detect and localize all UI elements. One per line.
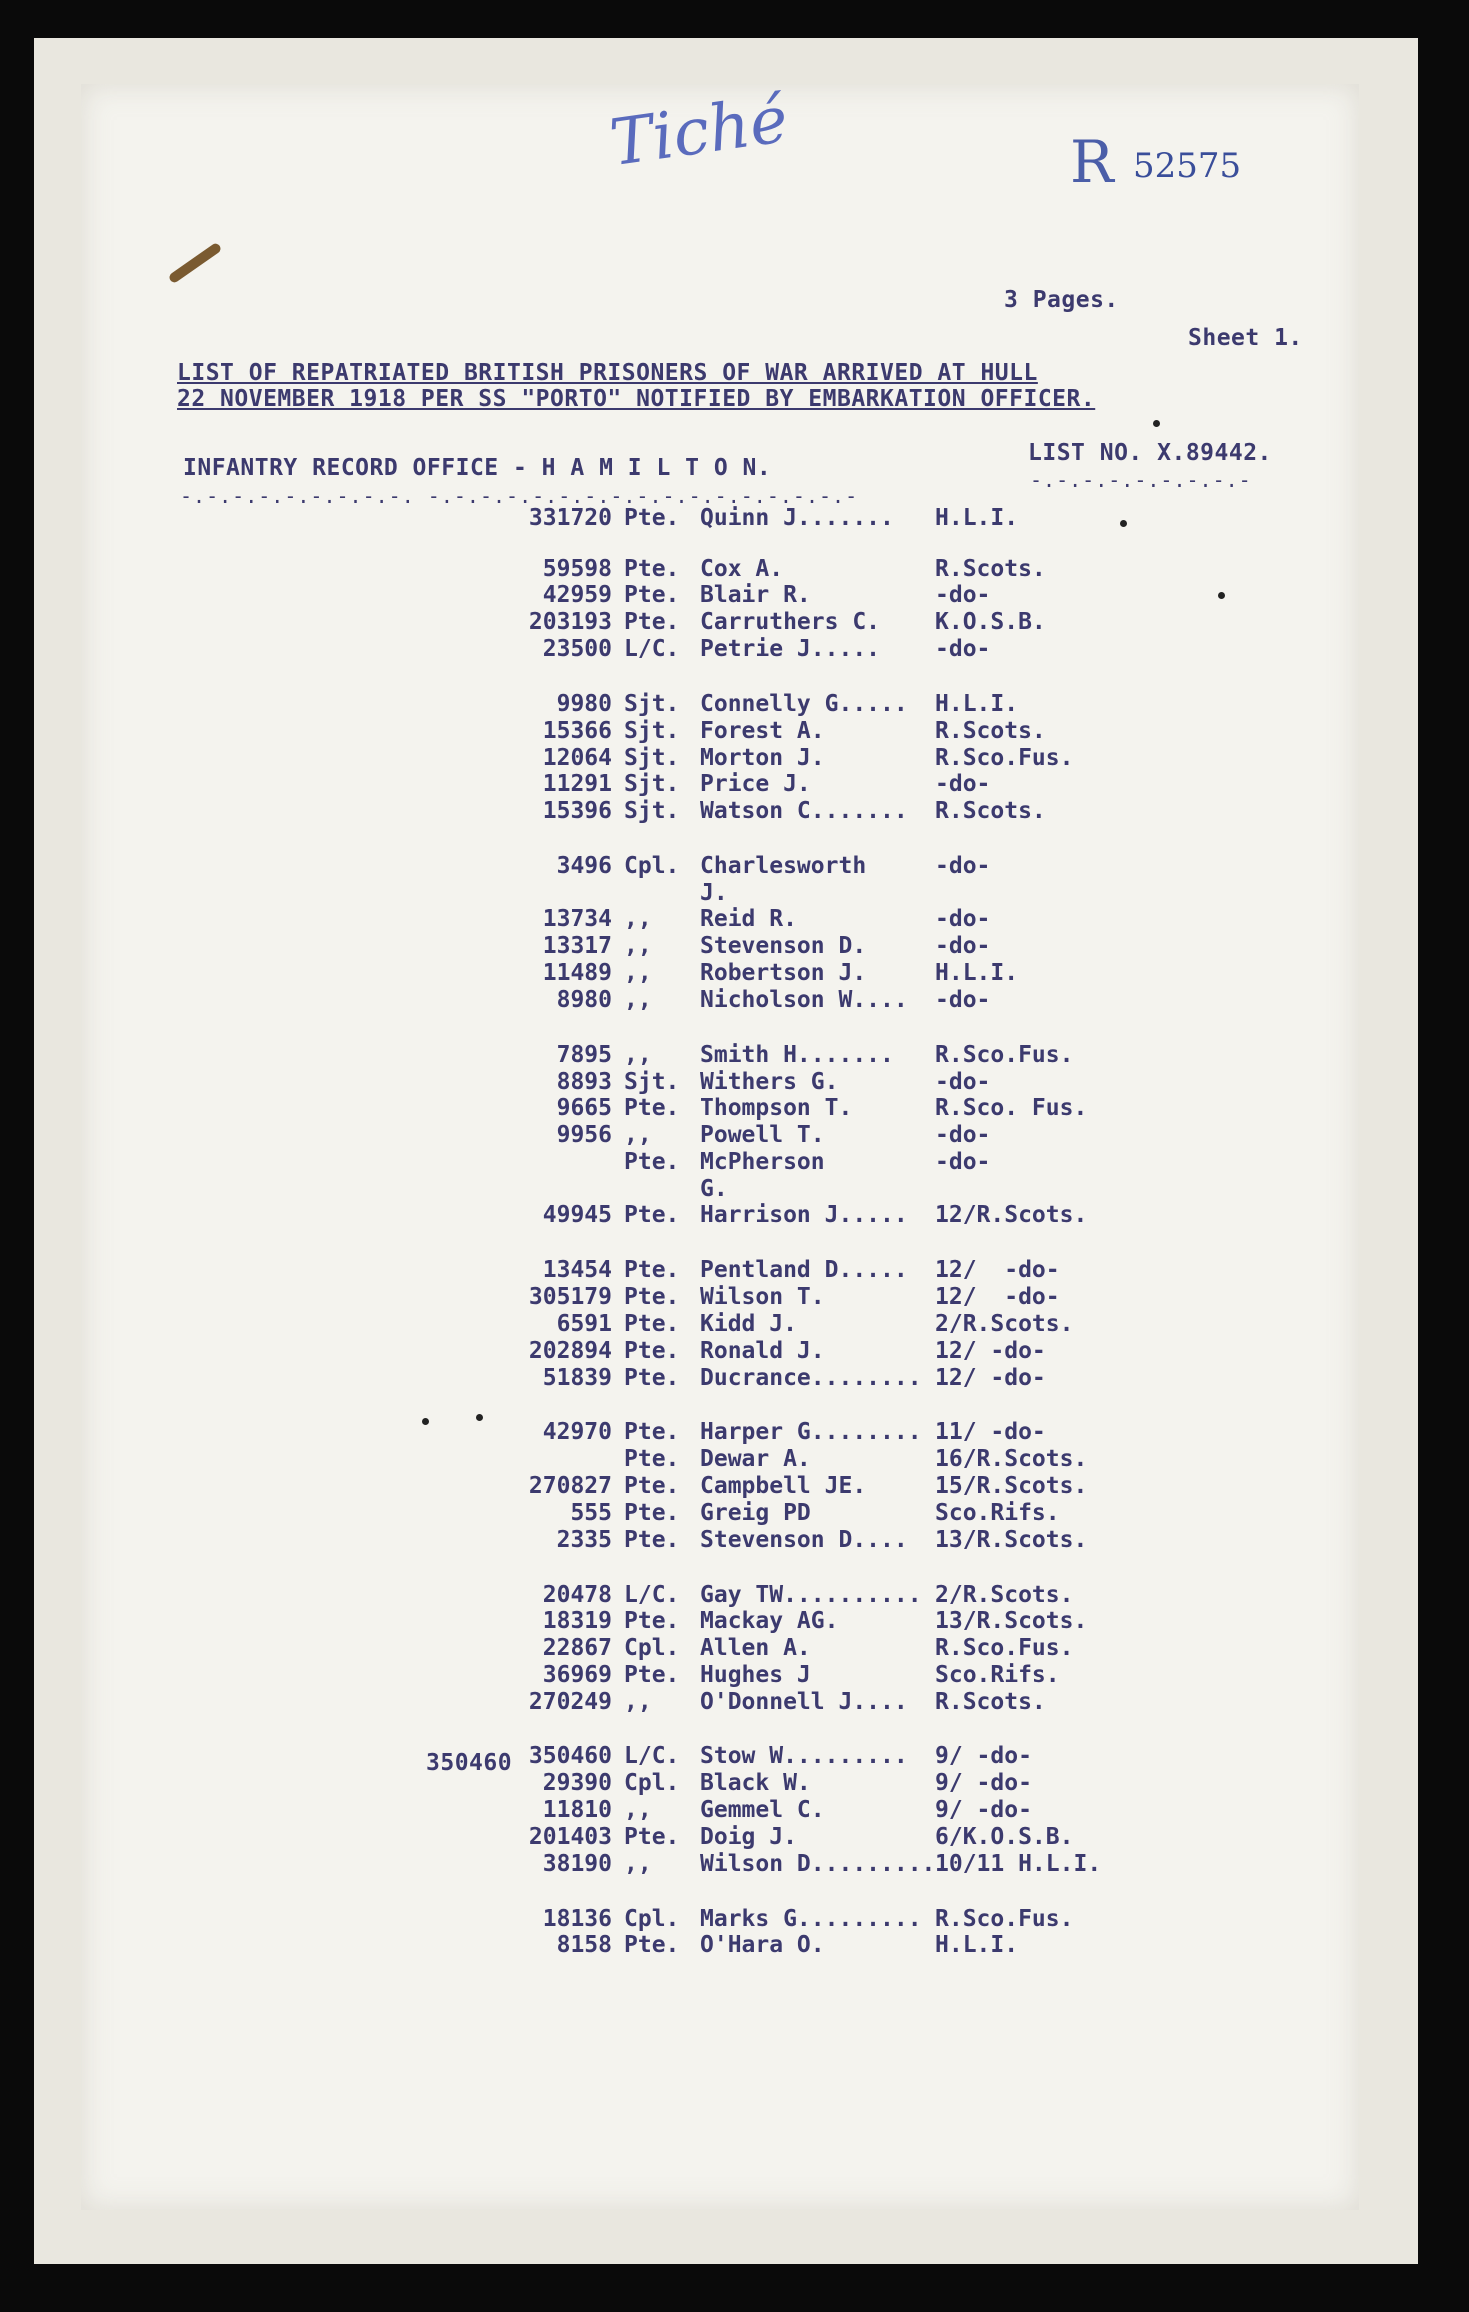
unit: K.O.S.B. bbox=[935, 609, 1046, 635]
record-office: INFANTRY RECORD OFFICE - H A M I L T O N. bbox=[183, 455, 772, 481]
unit: 6/K.O.S.B. bbox=[935, 1824, 1074, 1850]
soldier-name: Harper G........ bbox=[700, 1419, 922, 1445]
service-number: 9665 bbox=[556, 1095, 612, 1121]
soldier-name: Marks G......... bbox=[700, 1906, 922, 1932]
service-number: 11291 bbox=[542, 771, 612, 797]
list-item bbox=[0, 1338, 1278, 1366]
list-item bbox=[0, 1770, 1278, 1798]
rank: Pte. bbox=[624, 1419, 680, 1445]
service-number: 23500 bbox=[542, 636, 612, 662]
soldier-name: Price J. bbox=[700, 771, 811, 797]
list-item bbox=[0, 1824, 1278, 1852]
soldier-name: Harrison J..... bbox=[700, 1202, 908, 1228]
unit: Sco.Rifs. bbox=[935, 1662, 1060, 1688]
list-item bbox=[0, 1365, 1278, 1393]
service-number: 12064 bbox=[542, 745, 612, 771]
unit: 9/ -do- bbox=[935, 1770, 1032, 1796]
rank: ,, bbox=[624, 987, 652, 1013]
handwritten-note: Tiché bbox=[605, 82, 793, 182]
soldier-name: Carruthers C. bbox=[700, 609, 881, 635]
soldier-name: Powell T. bbox=[700, 1122, 825, 1148]
soldier-name: Hughes J bbox=[700, 1662, 811, 1688]
rank: Pte. bbox=[624, 1500, 680, 1526]
unit: 11/ -do- bbox=[935, 1419, 1046, 1445]
service-number: 42959 bbox=[542, 582, 612, 608]
service-number: 305179 bbox=[528, 1284, 612, 1310]
soldier-name: Gay TW.......... bbox=[700, 1582, 922, 1608]
unit: 12/ -do- bbox=[935, 1365, 1046, 1391]
soldier-name: G. bbox=[700, 1176, 728, 1202]
list-item bbox=[0, 718, 1278, 746]
service-number: 7895 bbox=[556, 1042, 612, 1068]
rank: ,, bbox=[624, 960, 652, 986]
soldier-name: Greig PD bbox=[700, 1500, 811, 1526]
rank: L/C. bbox=[624, 1743, 680, 1769]
rank: Sjt. bbox=[624, 798, 680, 824]
soldier-name: Kidd J. bbox=[700, 1311, 797, 1337]
service-number: 18136 bbox=[542, 1906, 612, 1932]
unit: -do- bbox=[935, 853, 991, 879]
unit: H.L.I. bbox=[935, 960, 1019, 986]
list-item bbox=[0, 1311, 1278, 1339]
unit: 13/R.Scots. bbox=[935, 1608, 1088, 1634]
service-number: 59598 bbox=[542, 556, 612, 582]
soldier-name: O'Donnell J.... bbox=[700, 1689, 908, 1715]
list-item bbox=[0, 1743, 1278, 1771]
list-item bbox=[0, 1042, 1278, 1070]
margin-note-number: 350460 bbox=[426, 1750, 513, 1776]
soldier-name: Quinn J....... bbox=[700, 505, 894, 531]
list-item bbox=[0, 1932, 1278, 1960]
service-number: 13454 bbox=[542, 1257, 612, 1283]
rank: Pte. bbox=[624, 1932, 680, 1958]
soldier-name: Thompson T. bbox=[700, 1095, 853, 1121]
list-item bbox=[0, 1582, 1278, 1610]
soldier-name: Reid R. bbox=[700, 906, 797, 932]
unit: R.Sco. Fus. bbox=[935, 1095, 1088, 1121]
service-number: 22867 bbox=[542, 1635, 612, 1661]
unit: Sco.Rifs. bbox=[935, 1500, 1060, 1526]
unit: R.Scots. bbox=[935, 556, 1046, 582]
rank: Pte. bbox=[624, 1095, 680, 1121]
rank: Pte. bbox=[624, 1662, 680, 1688]
service-number: 203193 bbox=[528, 609, 612, 635]
list-item bbox=[0, 505, 1278, 533]
list-item bbox=[0, 1527, 1278, 1555]
service-number: 18319 bbox=[542, 1608, 612, 1634]
rank: Pte. bbox=[624, 1446, 680, 1472]
unit: 12/ -do- bbox=[935, 1284, 1060, 1310]
rank: Sjt. bbox=[624, 745, 680, 771]
unit: -do- bbox=[935, 582, 991, 608]
service-number: 9956 bbox=[556, 1122, 612, 1148]
soldier-name: Ducrance........ bbox=[700, 1365, 922, 1391]
list-title-line1: LIST OF REPATRIATED BRITISH PRISONERS OF WAR ARRIVED AT HULL bbox=[177, 360, 1038, 386]
unit: 13/R.Scots. bbox=[935, 1527, 1088, 1553]
unit: -do- bbox=[935, 771, 991, 797]
soldier-name: Mackay AG. bbox=[700, 1608, 839, 1634]
service-number: 350460 bbox=[528, 1743, 612, 1769]
rank: Pte. bbox=[624, 1608, 680, 1634]
rank: Pte. bbox=[624, 556, 680, 582]
service-number: 11489 bbox=[542, 960, 612, 986]
list-item bbox=[0, 1202, 1278, 1230]
list-item bbox=[0, 1906, 1278, 1934]
rank: Cpl. bbox=[624, 1770, 680, 1796]
rank: ,, bbox=[624, 933, 652, 959]
rank: Sjt. bbox=[624, 718, 680, 744]
list-item bbox=[0, 798, 1278, 826]
list-item bbox=[0, 1689, 1278, 1717]
list-item bbox=[0, 609, 1278, 637]
rank: Pte. bbox=[624, 582, 680, 608]
rank: ,, bbox=[624, 1122, 652, 1148]
unit: R.Sco.Fus. bbox=[935, 745, 1074, 771]
soldier-name: O'Hara O. bbox=[700, 1932, 825, 1958]
service-number: 8158 bbox=[556, 1932, 612, 1958]
list-item bbox=[0, 1500, 1278, 1528]
unit: -do- bbox=[935, 1149, 991, 1175]
list-number: LIST NO. X.89442. bbox=[1028, 440, 1272, 466]
soldier-name: Pentland D..... bbox=[700, 1257, 908, 1283]
soldier-name: Morton J. bbox=[700, 745, 825, 771]
soldier-name: Gemmel C. bbox=[700, 1797, 825, 1823]
service-number: 201403 bbox=[528, 1824, 612, 1850]
service-number: 8893 bbox=[556, 1069, 612, 1095]
soldier-name: Cox A. bbox=[700, 556, 784, 582]
rank: ,, bbox=[624, 906, 652, 932]
service-number: 8980 bbox=[556, 987, 612, 1013]
soldier-name: Blair R. bbox=[700, 582, 811, 608]
list-item bbox=[0, 880, 1278, 908]
rank: ,, bbox=[624, 1042, 652, 1068]
list-item bbox=[0, 636, 1278, 664]
soldier-name: Stevenson D. bbox=[700, 933, 867, 959]
rank: L/C. bbox=[624, 1582, 680, 1608]
rank: Pte. bbox=[624, 1473, 680, 1499]
unit: R.Scots. bbox=[935, 718, 1046, 744]
list-title-line2: 22 NOVEMBER 1918 PER SS "PORTO" NOTIFIED BY EMBARKATION OFFICER. bbox=[177, 386, 1096, 412]
unit: -do- bbox=[935, 906, 991, 932]
rank: Pte. bbox=[624, 1149, 680, 1175]
soldier-name: Connelly G..... bbox=[700, 691, 908, 717]
rank: Pte. bbox=[624, 1202, 680, 1228]
rank: Pte. bbox=[624, 1284, 680, 1310]
unit: R.Scots. bbox=[935, 1689, 1046, 1715]
rank: ,, bbox=[624, 1797, 652, 1823]
list-item bbox=[0, 853, 1278, 881]
unit: -do- bbox=[935, 933, 991, 959]
list-item bbox=[0, 1122, 1278, 1150]
soldier-name: Allen A. bbox=[700, 1635, 811, 1661]
unit: 9/ -do- bbox=[935, 1743, 1032, 1769]
service-number: 15396 bbox=[542, 798, 612, 824]
dash-divider-left: -.-.-.-.-.-.-.-.-. -.-.-.-.-.-.-.-.-.-.-.-.-.-.-.-.- bbox=[180, 484, 859, 508]
soldier-name: J. bbox=[700, 880, 728, 906]
soldier-name: Wilson T. bbox=[700, 1284, 825, 1310]
service-number: 270827 bbox=[528, 1473, 612, 1499]
unit: R.Sco.Fus. bbox=[935, 1906, 1074, 1932]
rank: L/C. bbox=[624, 636, 680, 662]
soldier-name: Campbell JE. bbox=[700, 1473, 867, 1499]
unit: R.Scots. bbox=[935, 798, 1046, 824]
rank: Cpl. bbox=[624, 1906, 680, 1932]
unit: 10/11 H.L.I. bbox=[935, 1851, 1102, 1877]
list-item bbox=[0, 582, 1278, 610]
unit: H.L.I. bbox=[935, 691, 1019, 717]
unit: R.Sco.Fus. bbox=[935, 1042, 1074, 1068]
list-item bbox=[0, 771, 1278, 799]
soldier-name: Withers G. bbox=[700, 1069, 839, 1095]
list-item bbox=[0, 1473, 1278, 1501]
service-number: 51839 bbox=[542, 1365, 612, 1391]
list-item bbox=[0, 1419, 1278, 1447]
service-number: 36969 bbox=[542, 1662, 612, 1688]
sheet-number: Sheet 1. bbox=[1188, 325, 1303, 351]
rank: Sjt. bbox=[624, 691, 680, 717]
list-item bbox=[0, 1608, 1278, 1636]
rank: Pte. bbox=[624, 1365, 680, 1391]
soldier-name: Stow W......... bbox=[700, 1743, 908, 1769]
ref-mark-r: R bbox=[1070, 128, 1114, 196]
list-item bbox=[0, 1069, 1278, 1097]
unit: R.Sco.Fus. bbox=[935, 1635, 1074, 1661]
list-item bbox=[0, 691, 1278, 719]
unit: -do- bbox=[935, 987, 991, 1013]
list-item bbox=[0, 1149, 1278, 1177]
rank: Sjt. bbox=[624, 771, 680, 797]
soldier-name: Doig J. bbox=[700, 1824, 797, 1850]
service-number: 42970 bbox=[542, 1419, 612, 1445]
rank: ,, bbox=[624, 1689, 652, 1715]
service-number: 202894 bbox=[528, 1338, 612, 1364]
soldier-name: Stevenson D.... bbox=[700, 1527, 908, 1553]
list-item bbox=[0, 1635, 1278, 1663]
service-number: 15366 bbox=[542, 718, 612, 744]
soldier-name: Ronald J. bbox=[700, 1338, 825, 1364]
list-item bbox=[0, 1662, 1278, 1690]
rank: Pte. bbox=[624, 609, 680, 635]
soldier-name: Petrie J..... bbox=[700, 636, 881, 662]
soldier-name: Nicholson W.... bbox=[700, 987, 908, 1013]
unit: H.L.I. bbox=[935, 505, 1019, 531]
list-item bbox=[0, 1257, 1278, 1285]
rank: Pte. bbox=[624, 1257, 680, 1283]
unit: 9/ -do- bbox=[935, 1797, 1032, 1823]
unit: 12/R.Scots. bbox=[935, 1202, 1088, 1228]
unit: 2/R.Scots. bbox=[935, 1582, 1074, 1608]
list-item bbox=[0, 745, 1278, 773]
rank: ,, bbox=[624, 1851, 652, 1877]
soldier-name: Robertson J. bbox=[700, 960, 867, 986]
unit: 15/R.Scots. bbox=[935, 1473, 1088, 1499]
soldier-name: Charlesworth bbox=[700, 853, 867, 879]
list-item bbox=[0, 1095, 1278, 1123]
soldier-name: Black W. bbox=[700, 1770, 811, 1796]
soldier-name: Wilson D......... bbox=[700, 1851, 936, 1877]
soldier-name: Dewar A. bbox=[700, 1446, 811, 1472]
soldier-name: Forest A. bbox=[700, 718, 825, 744]
list-item bbox=[0, 1797, 1278, 1825]
service-number: 29390 bbox=[542, 1770, 612, 1796]
service-number: 13317 bbox=[542, 933, 612, 959]
rank: Cpl. bbox=[624, 1635, 680, 1661]
unit: H.L.I. bbox=[935, 1932, 1019, 1958]
list-item bbox=[0, 1851, 1278, 1879]
service-number: 2335 bbox=[556, 1527, 612, 1553]
service-number: 11810 bbox=[542, 1797, 612, 1823]
soldier-name: Watson C....... bbox=[700, 798, 908, 824]
rank: Sjt. bbox=[624, 1069, 680, 1095]
list-item bbox=[0, 987, 1278, 1015]
unit: -do- bbox=[935, 1122, 991, 1148]
service-number: 20478 bbox=[542, 1582, 612, 1608]
dash-divider-right: -.-.-.-.-.-.-.-.- bbox=[1030, 468, 1252, 492]
unit: 12/ -do- bbox=[935, 1338, 1046, 1364]
unit: 12/ -do- bbox=[935, 1257, 1060, 1283]
rank: Pte. bbox=[624, 1311, 680, 1337]
list-item bbox=[0, 1284, 1278, 1312]
service-number: 38190 bbox=[542, 1851, 612, 1877]
list-item bbox=[0, 960, 1278, 988]
rank: Pte. bbox=[624, 505, 680, 531]
service-number: 331720 bbox=[528, 505, 612, 531]
ref-number: 52575 bbox=[1133, 146, 1242, 186]
unit: -do- bbox=[935, 1069, 991, 1095]
pages-count: 3 Pages. bbox=[1004, 287, 1119, 313]
list-item bbox=[0, 906, 1278, 934]
rank: Cpl. bbox=[624, 853, 680, 879]
service-number: 13734 bbox=[542, 906, 612, 932]
service-number: 49945 bbox=[542, 1202, 612, 1228]
service-number: 270249 bbox=[528, 1689, 612, 1715]
unit: -do- bbox=[935, 636, 991, 662]
service-number: 555 bbox=[570, 1500, 612, 1526]
rank: Pte. bbox=[624, 1824, 680, 1850]
unit: 16/R.Scots. bbox=[935, 1446, 1088, 1472]
service-number: 9980 bbox=[556, 691, 612, 717]
rank: Pte. bbox=[624, 1338, 680, 1364]
unit: 2/R.Scots. bbox=[935, 1311, 1074, 1337]
soldier-name: Smith H....... bbox=[700, 1042, 894, 1068]
list-item bbox=[0, 933, 1278, 961]
rank: Pte. bbox=[624, 1527, 680, 1553]
list-item bbox=[0, 1176, 1278, 1204]
service-number: 6591 bbox=[556, 1311, 612, 1337]
list-item bbox=[0, 556, 1278, 584]
service-number: 3496 bbox=[556, 853, 612, 879]
soldier-name: McPherson bbox=[700, 1149, 825, 1175]
list-item bbox=[0, 1446, 1278, 1474]
